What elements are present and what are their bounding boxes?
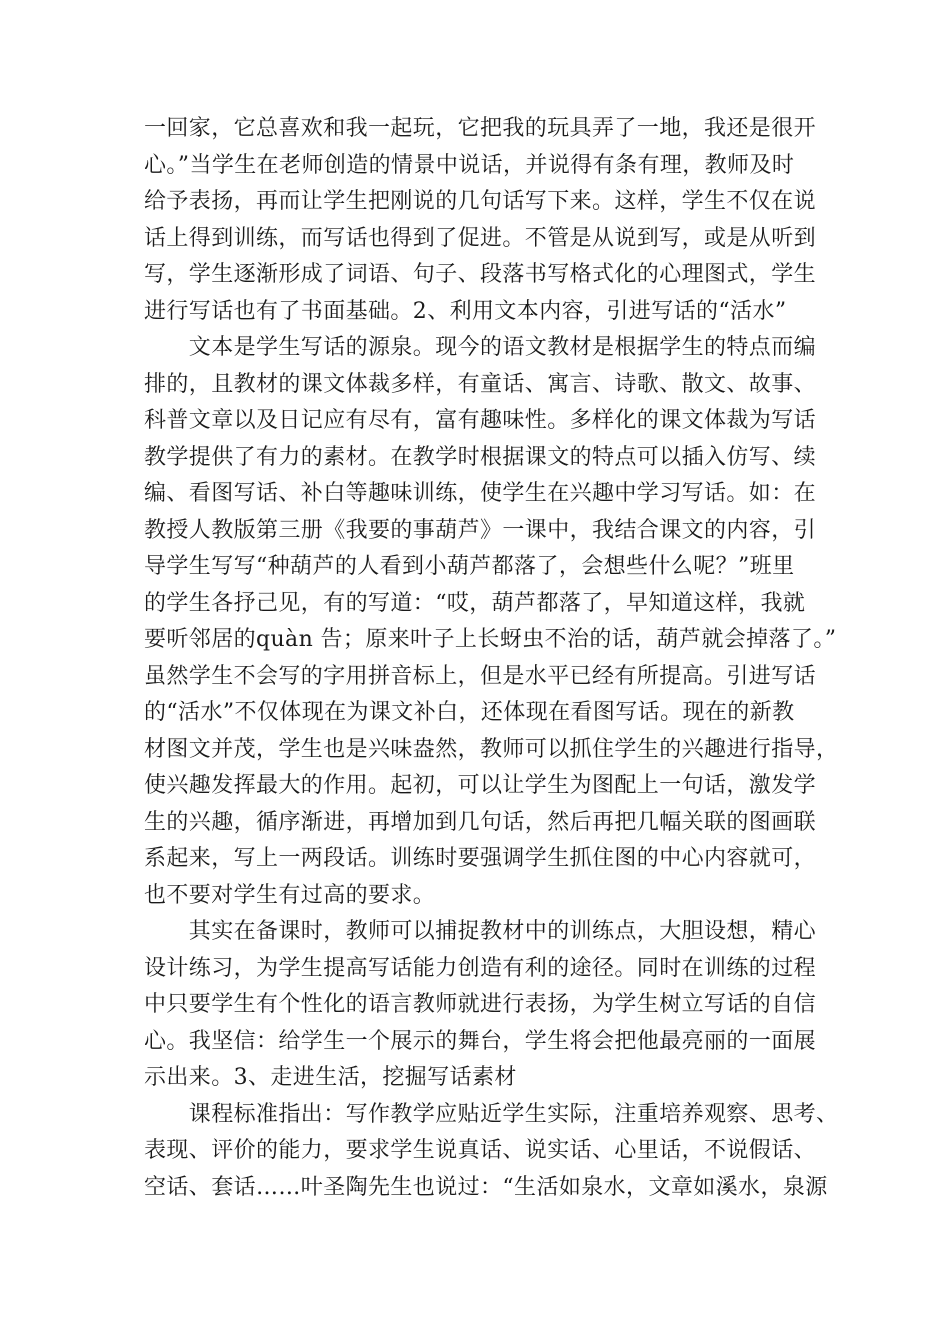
text-line: 设计练习，为学生提高写话能力创造有利的途径。同时在训练的过程 bbox=[144, 955, 817, 981]
text-line: 其实在备课时，教师可以捕捉教材中的训练点，大胆设想，精心 bbox=[144, 919, 817, 944]
text-line: 虽然学生不会写的字用拼音标上，但是水平已经有所提高。引进写话 bbox=[144, 663, 817, 689]
text-line: 文本是学生写话的源泉。现今的语文教材是根据学生的特点而编 bbox=[144, 335, 817, 360]
text-line: 教学提供了有力的素材。在教学时根据课文的特点可以插入仿写、续 bbox=[144, 444, 817, 470]
text-line: 编、看图写话、补白等趣味训练，使学生在兴趣中学习写话。如：在 bbox=[144, 481, 817, 506]
text-line: 示出来。3、走进生活，挖掘写话素材 bbox=[144, 1065, 517, 1090]
text-line: 材图文并茂，学生也是兴味盎然，教师可以抓住学生的兴趣进行指导， bbox=[144, 736, 839, 762]
text-line: 表现、评价的能力，要求学生说真话、说实话、心里话，不说假话、 bbox=[144, 1138, 817, 1163]
text-line: 的“活水”不仅体现在为课文补白，还体现在看图写话。现在的新教 bbox=[144, 700, 795, 725]
text-line: 心。我坚信：给学生一个展示的舞台，学生将会把他最亮丽的一面展 bbox=[144, 1028, 817, 1054]
text-line: 导学生写写“种葫芦的人看到小葫芦都落了，会想些什么呢？”班里 bbox=[144, 554, 795, 579]
text-line: 给予表扬，再而让学生把刚说的几句话写下来。这样，学生不仅在说 bbox=[144, 189, 817, 214]
text-line: 进行写话也有了书面基础。2、利用文本内容，引进写话的“活水” bbox=[144, 298, 787, 324]
text-line: 话上得到训练，而写话也得到了促进。不管是从说到写，或是从听到 bbox=[144, 225, 817, 251]
text-line: 要听邻居的quàn 告；原来叶子上长蚜虫不治的话，葫芦就会掉落了。” bbox=[144, 627, 837, 652]
text-line: 教授人教版第三册《我要的事葫芦》一课中，我结合课文的内容，引 bbox=[144, 517, 817, 543]
text-line: 排的，且教材的课文体裁多样，有童话、寓言、诗歌、散文、故事、 bbox=[144, 371, 817, 397]
text-line: 使兴趣发挥最大的作用。起初，可以让学生为图配上一句话，激发学 bbox=[144, 773, 817, 798]
text-line: 心。”当学生在老师创造的情景中说话，并说得有条有理，教师及时 bbox=[144, 152, 795, 178]
text-line: 科普文章以及日记应有尽有，富有趣味性。多样化的课文体裁为写话 bbox=[144, 408, 817, 433]
text-line: 中只要学生有个性化的语言教师就进行表扬，为学生树立写话的自信 bbox=[144, 992, 817, 1017]
text-line: 一回家，它总喜欢和我一起玩，它把我的玩具弄了一地，我还是很开 bbox=[144, 116, 817, 141]
text-line: 也不要对学生有过高的要求。 bbox=[144, 882, 436, 908]
text-line: 空话、套话……叶圣陶先生也说过：“生活如泉水，文章如溪水，泉源 bbox=[144, 1174, 828, 1200]
body-text bbox=[144, 111, 839, 1206]
text-line: 写，学生逐渐形成了词语、句子、段落书写格式化的心理图式，学生 bbox=[144, 262, 817, 287]
text-line: 的学生各抒己见，有的写道：“哎，葫芦都落了，早知道这样，我就 bbox=[144, 590, 806, 616]
text-line: 系起来，写上一两段话。训练时要强调学生抓住图的中心内容就可， bbox=[144, 846, 817, 871]
text-line: 生的兴趣，循序渐进，再增加到几句话，然后再把几幅关联的图画联 bbox=[144, 809, 817, 835]
text-line: 课程标准指出：写作教学应贴近学生实际，注重培养观察、思考、 bbox=[144, 1101, 839, 1127]
